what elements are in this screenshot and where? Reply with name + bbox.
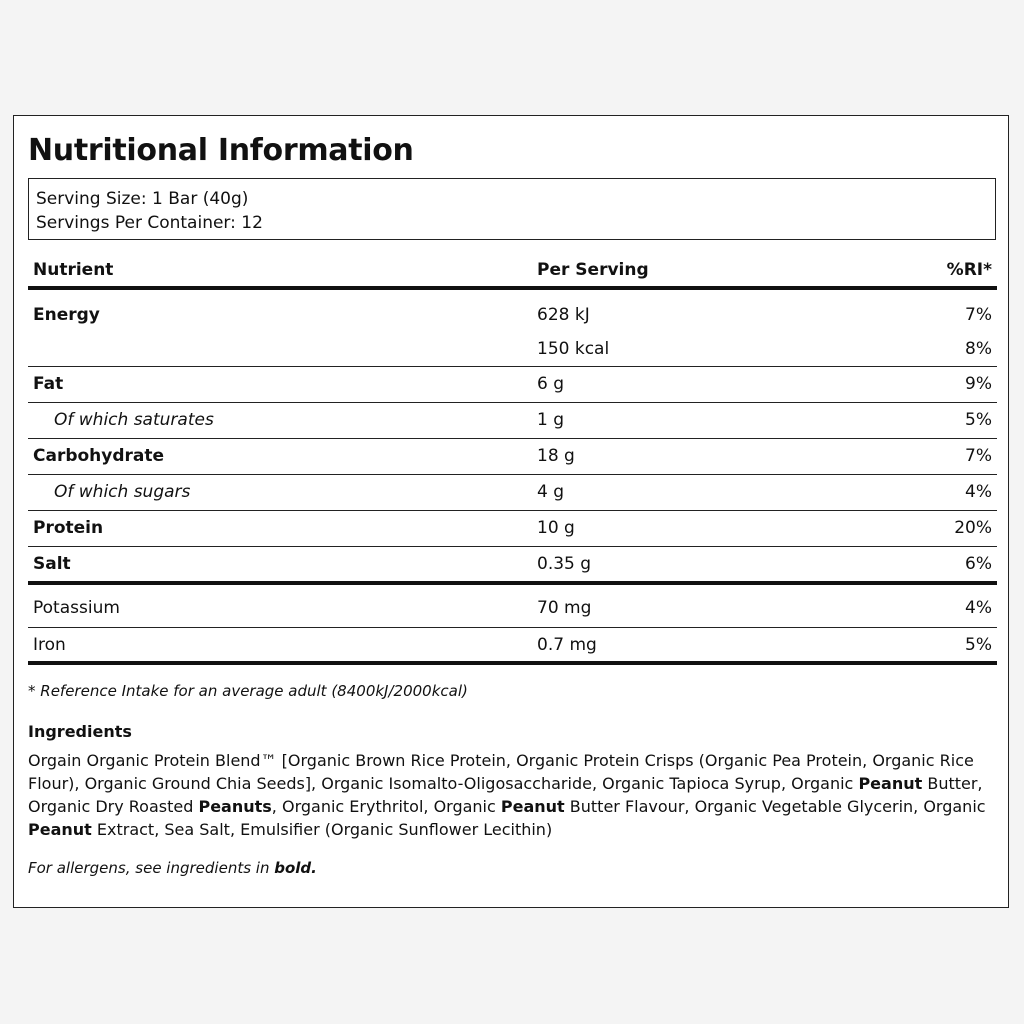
allergen-ingredient: Peanut <box>858 774 923 793</box>
allergen-note-bold: bold. <box>274 859 317 877</box>
nutrient-ri: 20% <box>954 518 992 538</box>
ingredients-text: Orgain Organic Protein Blend™ [Organic Brown Rice Protein, Organic Protein Crisps (Organic Pea Protein, Organic Rice Flour), Organic Ground Chia Seeds], Organic Isomalto-Oligosaccharide, Organic Tapioca Syrup, Organic <box>28 751 974 793</box>
nutrient-ri: 5% <box>965 410 992 430</box>
nutrient-value: 0.35 g <box>537 554 592 574</box>
table-row <box>28 439 997 475</box>
serving-size: Serving Size: 1 Bar (40g) <box>36 189 249 209</box>
nutrient-value: 10 g <box>537 518 575 538</box>
header-nutrient: Nutrient <box>33 260 114 280</box>
nutrition-label <box>13 115 1009 908</box>
nutrient-name: Potassium <box>33 598 120 618</box>
table-row <box>28 475 997 511</box>
nutrient-value: 628 kJ <box>537 305 590 325</box>
ingredients-heading: Ingredients <box>28 722 132 741</box>
nutrition-table <box>28 253 997 665</box>
serving-info-box <box>28 178 996 240</box>
allergen-ingredient: Peanut <box>28 820 92 839</box>
header-per-serving: Per Serving <box>537 260 649 280</box>
nutrient-value: 1 g <box>537 410 565 430</box>
header-ri: %RI* <box>946 260 992 280</box>
nutrient-name: Carbohydrate <box>33 446 165 466</box>
reference-intake-footnote: * Reference Intake for an average adult (8400kJ/2000kcal) <box>28 682 468 700</box>
table-row <box>28 585 997 628</box>
nutrient-ri: 6% <box>965 554 992 574</box>
nutrient-value: 0.7 mg <box>537 635 597 655</box>
ingredients-text: Butter, Organic Dry Roasted <box>28 774 983 816</box>
allergen-note <box>28 859 317 877</box>
nutrient-ri: 9% <box>965 374 992 394</box>
table-row <box>28 547 997 585</box>
nutrient-ri: 4% <box>965 482 992 502</box>
nutrient-name: Protein <box>33 518 104 538</box>
nutrient-value: 18 g <box>537 446 575 466</box>
nutrient-ri: 7% <box>965 446 992 466</box>
nutrient-name: Of which saturates <box>54 410 214 430</box>
nutrient-ri: 8% <box>965 339 992 359</box>
allergen-ingredient: Peanuts <box>198 797 272 816</box>
table-row <box>28 511 997 547</box>
nutrient-name: Of which sugars <box>54 482 191 502</box>
nutrient-name: Iron <box>33 635 66 655</box>
nutrient-name: Fat <box>33 374 64 394</box>
servings-per-container: Servings Per Container: 12 <box>36 213 263 233</box>
table-row <box>28 403 997 439</box>
ingredients-text: Extract, Sea Salt, Emulsifier (Organic Sunflower Lecithin) <box>91 820 553 839</box>
nutrient-value: 6 g <box>537 374 565 394</box>
allergen-note-text: For allergens, see ingredients in <box>28 859 275 877</box>
ingredients-list <box>28 749 998 841</box>
table-header-row <box>28 253 997 290</box>
table-row-energy <box>28 290 997 367</box>
nutrient-ri: 4% <box>965 598 992 618</box>
nutrient-name: Salt <box>33 554 71 574</box>
nutrient-value: 70 mg <box>537 598 592 618</box>
nutrient-value: 4 g <box>537 482 565 502</box>
allergen-ingredient: Peanut <box>500 797 565 816</box>
table-row <box>28 628 997 665</box>
page-title: Nutritional Information <box>28 133 414 168</box>
nutrient-ri: 7% <box>965 305 992 325</box>
ingredients-text: , Organic Erythritol, Organic <box>271 797 501 816</box>
nutrient-value: 150 kcal <box>537 339 610 359</box>
nutrient-ri: 5% <box>965 635 992 655</box>
nutrient-name: Energy <box>33 305 100 325</box>
table-row <box>28 367 997 403</box>
ingredients-text: Butter Flavour, Organic Vegetable Glycerin, Organic <box>564 797 986 816</box>
